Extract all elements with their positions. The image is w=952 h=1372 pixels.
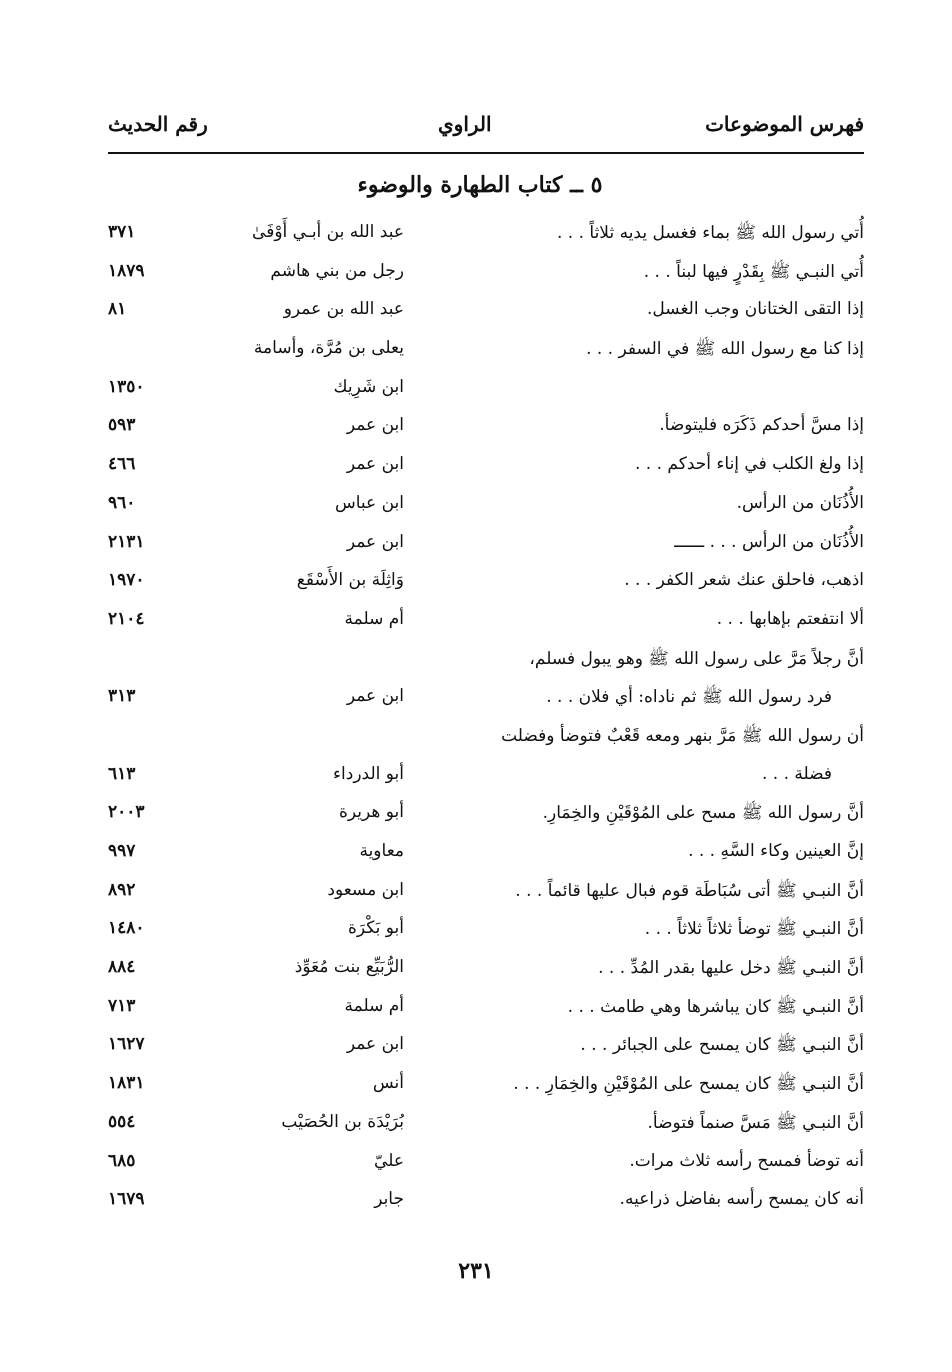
- narrator-name: ابن شَرِيك: [333, 376, 404, 397]
- hadith-incipit: أنَّ النبـي ﷺ كان يمسح على الجبائر . . .: [580, 1035, 864, 1056]
- hadith-number: ١٨٧٩: [108, 260, 145, 281]
- index-row: [108, 1108, 864, 1147]
- index-row: [108, 992, 864, 1031]
- index-row: [108, 489, 864, 528]
- section-title: ٥ ــ كتاب الطهارة والوضوء: [357, 172, 603, 198]
- hadith-number: ٤٦٦: [108, 454, 136, 475]
- hadith-number: ٥٥٤: [108, 1111, 136, 1132]
- index-row: [108, 528, 864, 567]
- narrator-name: أبو هريرة: [338, 802, 404, 823]
- hadith-incipit: ألا انتفعتم بإهابها . . .: [716, 608, 864, 629]
- index-row: [108, 411, 864, 450]
- hadith-number: ١٩٧٠: [108, 570, 145, 591]
- index-row: [108, 837, 864, 876]
- hadith-incipit: أنَّ رجلاً مَرَّ على رسول الله ﷺ وهو يبول فسلم،: [529, 648, 864, 669]
- narrator-name: عليّ: [374, 1150, 404, 1171]
- narrator-name: عبد الله بن أبـي أَوْفَىٰ: [252, 222, 404, 242]
- hadith-number: ٣١٣: [108, 686, 136, 707]
- index-row: [108, 334, 864, 373]
- hadith-incipit: فرد رسول الله ﷺ ثم ناداه: أي فلان . . .: [546, 687, 832, 708]
- narrator-name: ابن عمر: [346, 454, 404, 475]
- index-row: [108, 257, 864, 296]
- hadith-incipit: اذهب، فاحلق عنك شعر الكفر . . .: [624, 570, 864, 591]
- narrator-name: وَاثِلَة بن الأَسْقَع: [296, 570, 404, 591]
- hadith-incipit: أن رسول الله ﷺ مَرَّ بنهر ومعه قَعْبٌ فتوضأ وفضلت: [501, 725, 864, 746]
- index-row: [108, 760, 864, 799]
- index-row: [108, 1030, 864, 1069]
- hadith-number: ١٣٥٠: [108, 376, 145, 397]
- hadith-number: ٨٨٤: [108, 957, 136, 978]
- narrator-name: الرُّبَيِّع بنت مُعَوِّذ: [294, 957, 404, 978]
- narrator-name: أبو بَكْرَة: [347, 918, 404, 939]
- hadith-incipit: أنَّ النبـي ﷺ كان يباشرها وهي طامث . . .: [567, 996, 864, 1017]
- header-divider: [108, 152, 864, 154]
- header-narrator: الراوي: [438, 112, 492, 136]
- index-row: [108, 876, 864, 915]
- narrator-name: ابن عمر: [346, 1034, 404, 1055]
- hadith-incipit: الأُذُنَان من الرأس . . . ــــــ: [674, 531, 864, 552]
- index-row: [108, 798, 864, 837]
- index-row: [108, 1147, 864, 1186]
- narrator-name: ابن عمر: [346, 531, 404, 552]
- narrator-name: عبد الله بن عمرو: [283, 299, 404, 320]
- hadith-number: ١٦٧٩: [108, 1189, 145, 1210]
- header-subjects: فهرس الموضوعات: [705, 112, 864, 136]
- hadith-incipit: أنَّ النبـي ﷺ مَسَّ صنماً فتوضأ.: [647, 1112, 864, 1133]
- hadith-number: ١٦٢٧: [108, 1034, 145, 1055]
- hadith-incipit: أنه كان يمسح رأسه بفاضل ذراعيه.: [619, 1189, 864, 1210]
- hadith-number: ٥٩٣: [108, 415, 136, 436]
- hadith-incipit: أنه توضأ فمسح رأسه ثلاث مرات.: [629, 1150, 864, 1171]
- index-row: [108, 566, 864, 605]
- hadith-incipit: إذا ولغ الكلب في إناء أحدكم . . .: [635, 454, 864, 475]
- hadith-number: ٦١٣: [108, 763, 136, 784]
- hadith-number: ٩٩٧: [108, 841, 136, 861]
- index-row: [108, 218, 864, 257]
- index-row: [108, 1069, 864, 1108]
- hadith-incipit: أنَّ النبـي ﷺ دخل عليها بقدر المُدِّ . . .: [598, 958, 864, 979]
- index-row: [108, 721, 864, 760]
- hadith-number: ٧١٣: [108, 995, 136, 1016]
- hadith-number: ٩٦٠: [108, 492, 136, 513]
- hadith-number: ٨٩٢: [108, 879, 136, 900]
- narrator-name: رجل من بني هاشم: [270, 260, 404, 281]
- hadith-number: ١٨٣١: [108, 1073, 145, 1094]
- header-hadith-number: رقم الحديث: [108, 112, 208, 136]
- hadith-incipit: فضلة . . .: [761, 763, 832, 784]
- hadith-incipit: أنَّ رسول الله ﷺ مسح على المُوْقَيْنِ والخِمَارِ.: [542, 803, 864, 824]
- hadith-number: ٢١٠٤: [108, 608, 145, 629]
- hadith-number: ٦٨٥: [108, 1150, 136, 1171]
- index-row: [108, 295, 864, 334]
- hadith-incipit: إنَّ العينين وكاء السَّهِ . . .: [688, 841, 864, 861]
- index-row: [108, 1185, 864, 1224]
- narrator-name: معاوية: [359, 841, 404, 861]
- hadith-number: ١٤٨٠: [108, 918, 145, 939]
- narrator-name: ابن عباس: [334, 492, 404, 513]
- hadith-incipit: إذا مسَّ أحدكم ذَكَرَه فليتوضأ.: [659, 415, 864, 436]
- hadith-incipit: أنَّ النبـي ﷺ كان يمسح على المُوْقَيْنِ والخِمَارِ . . .: [513, 1074, 864, 1095]
- hadith-incipit: أنَّ النبـي ﷺ توضأ ثلاثاً ثلاثاً . . .: [644, 919, 864, 940]
- hadith-incipit: أُتي رسول الله ﷺ بماء فغسل يديه ثلاثاً . . .: [556, 223, 864, 243]
- hadith-incipit: الأُذُنَان من الرأس.: [736, 492, 864, 513]
- narrator-name: ابن مسعود: [327, 879, 404, 900]
- hadith-incipit: إذا التقى الختانان وجب الغسل.: [647, 299, 864, 320]
- index-row: [108, 953, 864, 992]
- narrator-name: أبو الدرداء: [333, 763, 404, 784]
- hadith-incipit: أنَّ النبـي ﷺ أتى سُبَاطَة قوم فبال عليها قائماً . . .: [515, 880, 864, 901]
- narrator-name: أم سلمة: [344, 995, 404, 1016]
- index-row: [108, 605, 864, 644]
- index-row: [108, 682, 864, 721]
- index-row: [108, 644, 864, 683]
- hadith-incipit: أُتي النبـي ﷺ بِقَدْرٍ فيها لبناً . . .: [643, 261, 864, 282]
- hadith-number: ٢٠٠٣: [108, 802, 145, 823]
- hadith-number: ٣٧١: [108, 222, 136, 242]
- hadith-incipit: إذا كنا مع رسول الله ﷺ في السفر . . .: [586, 339, 864, 360]
- index-rows: [108, 218, 864, 1224]
- index-row: [108, 914, 864, 953]
- narrator-name: ابن عمر: [346, 686, 404, 707]
- hadith-number: ٨١: [108, 299, 127, 320]
- hadith-number: ٢١٣١: [108, 531, 145, 552]
- index-row: [108, 450, 864, 489]
- narrator-name: بُرَيْدَة بن الحُصَيْب: [281, 1111, 404, 1132]
- narrator-name: جابر: [374, 1189, 404, 1210]
- narrator-name: أنس: [372, 1073, 404, 1094]
- narrator-name: يعلى بن مُرَّة، وأسامة: [253, 338, 404, 359]
- page-number: ٢٣١: [458, 1258, 494, 1284]
- column-header: [108, 112, 864, 152]
- narrator-name: ابن عمر: [346, 415, 404, 436]
- narrator-name: أم سلمة: [344, 608, 404, 629]
- index-row: [108, 373, 864, 412]
